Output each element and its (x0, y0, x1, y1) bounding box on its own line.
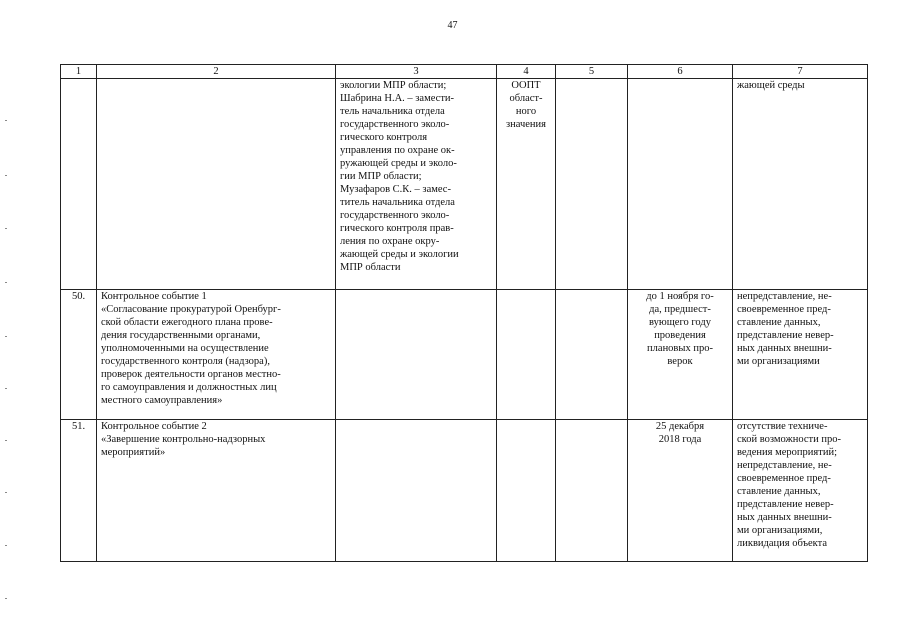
responsible-cell (336, 420, 497, 562)
column-number-row (61, 65, 868, 79)
risks-cell: отсутствие техниче- ской возможности про- ведения мероприятий; непредставление, не- своевременное пред- ставление данных, представление невер- ных данных внешни- ми организациями, ликвидация объекта (733, 420, 868, 562)
deadline-cell: 25 декабря 2018 года (628, 420, 733, 562)
table-row (61, 79, 868, 290)
col4-cell (497, 420, 556, 562)
row-number: 50. (61, 290, 97, 420)
responsible-cell (336, 290, 497, 420)
column-header: 3 (336, 65, 497, 79)
event-cell (97, 79, 336, 290)
column-header: 6 (628, 65, 733, 79)
col5-cell (556, 290, 628, 420)
column-header: 7 (733, 65, 868, 79)
risks-cell: непредставление, не- своевременное пред- ставление данных, представление невер- ных данных внешни- ми организациями (733, 290, 868, 420)
column-header: 1 (61, 65, 97, 79)
row-number (61, 79, 97, 290)
event-cell: Контрольное событие 1 «Согласование прокуратурой Оренбург- ской области ежегодного плана прове- дения государственными органами, уполномоченными на осуществление государственного контроля (надзора), проверок деятельности органов местно- го самоуправления и должностных лиц местного самоуправления» (97, 290, 336, 420)
col4-cell: ООПТ област- ного значения (497, 79, 556, 290)
col5-cell (556, 79, 628, 290)
table-row (61, 290, 868, 420)
deadline-cell (628, 79, 733, 290)
table-row (61, 420, 868, 562)
event-cell: Контрольное событие 2 «Завершение контрольно-надзорных мероприятий» (97, 420, 336, 562)
column-header: 4 (497, 65, 556, 79)
row-number: 51. (61, 420, 97, 562)
col5-cell (556, 420, 628, 562)
column-header: 5 (556, 65, 628, 79)
risks-cell: жающей среды (733, 79, 868, 290)
deadline-cell: до 1 ноября го- да, предшест- вующего году проведения плановых про- верок (628, 290, 733, 420)
col4-cell (497, 290, 556, 420)
scan-margin-marks (5, 0, 9, 640)
column-header: 2 (97, 65, 336, 79)
page-number: 47 (447, 20, 458, 31)
responsible-cell: экологии МПР области; Шабрина Н.А. – замести- тель начальника отдела государственного эколо- гического контроля управления по охране ок- ружающей среды и эколо- гии МПР области; Музафаров С.К. – замес- титель начальника отдела государственного эколо- гического контроля прав- ления по охране окру- жающей среды и экологии МПР области (336, 79, 497, 290)
activities-table (60, 64, 868, 562)
